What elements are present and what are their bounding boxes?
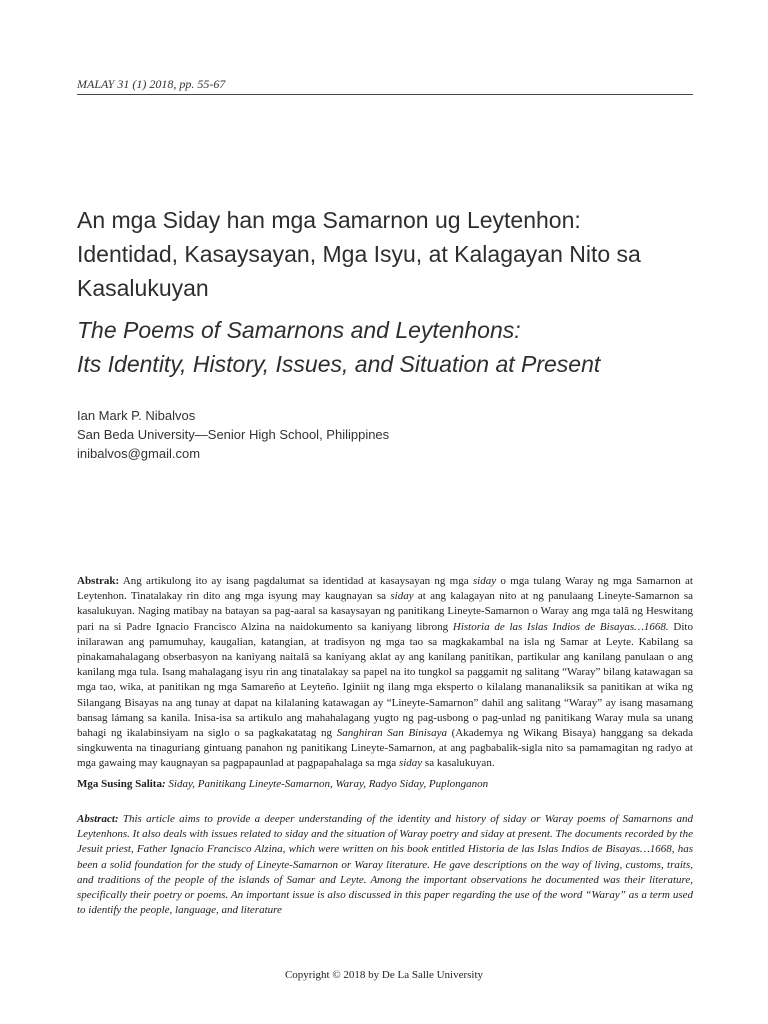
- abstrak-italic-4: Sanghiran San Binisaya: [336, 727, 447, 740]
- title-filipino-line3: Kasalukuyan: [77, 275, 209, 301]
- abstrak-italic-5: siday: [398, 757, 423, 770]
- author-block: [77, 406, 677, 463]
- title-filipino-line1: An mga Siday han mga Samarnon ug Leytenhon:: [77, 207, 581, 233]
- journal-citation: MALAY 31 (1) 2018, pp. 55-67: [77, 77, 226, 91]
- abstrak-text-2: o mga tulang Waray ng mga Samarnon at Leytenhon. Tinatalakay rin dito ang mga isyung may kaugnayan sa: [77, 575, 693, 603]
- journal-citation-header: [77, 77, 693, 95]
- abstrak-text-4: Dito inilarawan ang pamumuhay, kaugalian, katangian, at tradisyon ng mga tao sa magkakambal na isla ng Samar at Leyte. Kabilang sa pinakamahalagang obserbasyon na kaniyang naitalâ sa kaniyang aklat ay ang kanilang panitikan, partikular ang kanilang panulaan o ang kanilang mga tula. Isang mahalagang isyu rin ang tinatalakay sa papel na ito tungkol sa paggamit ng salitang “Waray” bilang katawagan sa mga tao, wika, at panitikan ng mga Samareño at Leyteño. Iginiit ng ilang mga eksperto o kilalang mananaliksik sa panitikan at wika ng Silangang Bisayas na ang tunay at dapat na kilalaning katawagan ay “Lineyte-Samarnon” dahil ang salitang “Waray” ay isang masamang bansag lámang sa kanila. Inisa-isa sa artikulo ang mahahalagang yugto ng pag-usbong o pag-unlad ng panitikang Waray mula sa unang bahagi ng ikalabinsiyam na siglo o sa pagkakatatag ng: [77, 620, 693, 740]
- keywords-list: Siday, Panitikang Lineyte-Samarnon, Waray, Radyo Siday, Puplonganon: [165, 778, 489, 790]
- abstrak-text-3: at ang kalagayan nito at ng panulaang Lineyte-Samarnon sa kasalukuyan. Naging matibay na batayan sa pag-aaral sa kasaysayan ng panitikang Lineyte-Samarnon o Waray ang mga talâ ng Heswitang pari na si Padre Ignacio Francisco Alzina na naidokumento sa kaniyang librong: [77, 590, 694, 633]
- keywords-line: [77, 777, 693, 792]
- title-english: [77, 313, 707, 381]
- title-english-line2: Its Identity, History, Issues, and Situation at Present: [77, 351, 601, 377]
- keywords-colon: :: [161, 778, 166, 790]
- abstract-english-paragraph: [77, 812, 693, 918]
- abstrak-italic-2: siday: [390, 590, 414, 603]
- abstrak-italic-3: Historia de las Islas Indios de Bisayas…1668.: [452, 620, 669, 633]
- abstrak-italic-1: siday: [472, 575, 497, 587]
- title-filipino-line2: Identidad, Kasaysayan, Mga Isyu, at Kalagayan Nito sa: [77, 241, 641, 267]
- title-filipino: [77, 203, 707, 305]
- abstrak-text-5: (Akademya ng Wikang Bisaya) hanggang sa dekada singkuwenta na tinaguriang gintuang panahon ng panitikang Lineyte-Samarnon, at ang pagbabalik-sigla nito sa pamamagitan ng radyo at mga gawaing may kaugnayan sa pagpapaunlad at pagpapahalaga sa mga: [77, 727, 693, 770]
- copyright-footer: [0, 968, 768, 982]
- author-name: Ian Mark P. Nibalvos: [77, 408, 196, 423]
- author-email[interactable]: inibalvos@gmail.com: [77, 446, 201, 461]
- abstract-english-label: Abstract:: [77, 813, 119, 825]
- copyright-text: Copyright © 2018 by De La Salle University: [284, 969, 484, 981]
- author-affiliation: San Beda University—Senior High School, Philippines: [77, 427, 390, 442]
- abstract-english-text: This article aims to provide a deeper understanding of the identity and history of siday or Waray poems of Samarnons and Leytenhons. It also deals with issues related to siday and the situation of Waray poetry and siday at present. The documents recorded by the Jesuit priest, Father Ignacio Francisco Alzina, which were written on his book entitled Historia de las Islas Indios de Bisayas…1668, has been a solid foundation for the study of Lineyte-Samarnon or Waray literature. He gave descriptions on the way of living, customs, traits, and traditions of the people of the islands of Samar and Leyte. Among the important observations he documented was their literature, specifically their poetry or poems. An important issue is also discussed in this paper regarding the use of the word “Waray” as a term used to identify the people, language, and literature: [77, 813, 693, 917]
- abstrak-paragraph: [77, 574, 693, 772]
- abstrak-text-1: Ang artikulong ito ay isang pagdalumat sa identidad at kasaysayan ng mga: [119, 575, 473, 587]
- abstrak-label: Abstrak:: [77, 575, 120, 587]
- keywords-label: Mga Susing Salita: [77, 778, 162, 790]
- abstrak-text-6: sa kasalukuyan.: [422, 757, 495, 770]
- title-english-line1: The Poems of Samarnons and Leytenhons:: [77, 317, 521, 343]
